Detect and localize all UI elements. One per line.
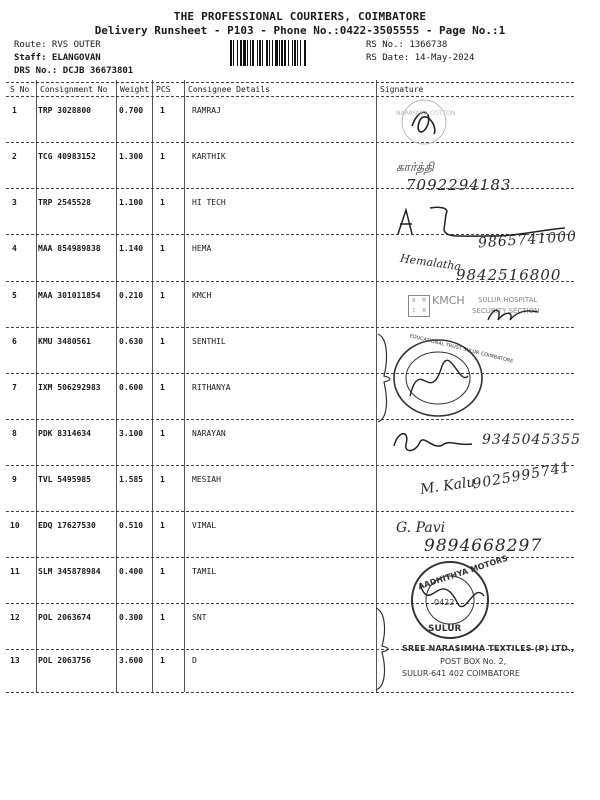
route-label: Route: RVS OUTER (14, 40, 101, 50)
row-consignment-no: TCG 40983152 (38, 152, 96, 161)
row-pcs: 1 (160, 521, 165, 530)
row-weight: 0.300 (119, 613, 144, 622)
row-sno: 6 (12, 337, 17, 346)
aadhithya-stamp-mid: 0422 (434, 598, 455, 607)
col-consignee: Consignee Details (188, 85, 270, 94)
row4-signature-name: Hemalatha (399, 251, 462, 274)
row10-signature-name: G. Pavi (396, 520, 446, 536)
barcode (230, 40, 358, 66)
column-divider (184, 80, 185, 692)
row-consignment-no: KMU 3480561 (38, 337, 91, 346)
col-consignment: Consignment No (40, 85, 108, 94)
row-divider (6, 373, 574, 374)
row-weight: 0.600 (119, 383, 144, 392)
row-weight: 1.100 (119, 198, 144, 207)
row-consignment-no: EDQ 17627530 (38, 521, 96, 530)
row-consignment-no: MAA 301011854 (38, 291, 101, 300)
row-sno: 9 (12, 475, 17, 484)
row-divider (6, 465, 574, 466)
aadhithya-stamp-top: AADHITHYA MOTORS (416, 553, 509, 592)
staff-label: Staff: ELANGOVAN (14, 53, 101, 63)
row-weight: 0.210 (119, 291, 144, 300)
row-divider (6, 511, 574, 512)
row-consignee: NARAYAN (192, 429, 226, 438)
row8-signature-phone: 9345045355 (482, 432, 582, 448)
row-consignee: MESIAH (192, 475, 221, 484)
row-pcs: 1 (160, 198, 165, 207)
row-consignee: SENTHIL (192, 337, 226, 346)
row4-signature-phone1: 9865741000 (477, 228, 578, 252)
row-weight: 1.585 (119, 475, 144, 484)
row-sno: 4 (12, 244, 17, 253)
row9-signature-phone: 9025995741 (471, 459, 572, 493)
row-weight: 0.510 (119, 521, 144, 530)
row-pcs: 1 (160, 337, 165, 346)
drs-number: DRS No.: DCJB 36673801 (14, 66, 134, 76)
row8-signature (388, 424, 478, 458)
column-divider (116, 80, 117, 692)
kmch-stamp-line1: SULUR HOSPITAL (478, 296, 538, 304)
row-consignment-no: POL 2063674 (38, 613, 91, 622)
row-pcs: 1 (160, 383, 165, 392)
kmch-stamp-line2: SECURITY SECTION (472, 307, 540, 315)
row-consignee: VIMAL (192, 521, 217, 530)
row9-signature-name: M. Kalu (419, 474, 477, 498)
row-consignment-no: PDK 8314634 (38, 429, 91, 438)
row-weight: 3.100 (119, 429, 144, 438)
rs-date: RS Date: 14-May-2024 (366, 53, 475, 63)
runsheet-subtitle: Delivery Runsheet - P103 - Phone No.:0422-3505555 - Page No.:1 (94, 24, 506, 37)
row-consignment-no: TRP 3028800 (38, 106, 91, 115)
rs-number: RS No.: 1366738 (366, 40, 448, 50)
kmch-logo-box: K M C H (408, 295, 430, 317)
row-sno: 8 (12, 429, 17, 438)
row-divider (6, 96, 574, 97)
row4-signature-phone2: 9842516800 (456, 266, 562, 284)
row-consignee: KARTHIK (192, 152, 226, 161)
col-weight: Weight (120, 85, 149, 94)
row-divider (6, 419, 574, 420)
row-pcs: 1 (160, 244, 165, 253)
row1-stamp-signature (384, 96, 474, 146)
bracket-rows-12-13 (370, 604, 394, 694)
row-weight: 0.630 (119, 337, 144, 346)
narasimha-stamp-line1: SREE NARASIMHA TEXTILES (P) LTD., (402, 644, 575, 653)
row-consignee: RITHANYA (192, 383, 231, 392)
row-divider (6, 142, 574, 143)
column-divider (152, 80, 153, 692)
kmch-stamp-logo: KMCH (432, 294, 465, 307)
row-pcs: 1 (160, 429, 165, 438)
row-consignee: HI TECH (192, 198, 226, 207)
row-weight: 0.700 (119, 106, 144, 115)
narasimha-stamp-line2: POST BOX No. 2, (440, 657, 507, 666)
col-sno: S No (10, 85, 30, 94)
row-consignment-no: TRP 2545528 (38, 198, 91, 207)
row-sno: 13 (10, 656, 20, 665)
col-signature: Signature (380, 85, 424, 94)
row-consignment-no: TVL 5495985 (38, 475, 91, 484)
row-pcs: 1 (160, 106, 165, 115)
row-consignee: TAMIL (192, 567, 217, 576)
row-sno: 5 (12, 291, 17, 300)
row-divider (6, 82, 574, 83)
row-consignment-no: IXM 506292983 (38, 383, 101, 392)
row-pcs: 1 (160, 291, 165, 300)
row-divider (6, 692, 574, 693)
row5-signature (484, 302, 544, 328)
row-consignee: KMCH (192, 291, 212, 300)
aadhithya-stamp-bottom: SULUR (428, 624, 462, 634)
row-sno: 10 (10, 521, 20, 530)
row-consignee: SNT (192, 613, 207, 622)
row-pcs: 1 (160, 656, 165, 665)
column-divider (36, 80, 37, 692)
row-weight: 1.140 (119, 244, 144, 253)
col-pcs: PCS (156, 85, 171, 94)
row-pcs: 1 (160, 567, 165, 576)
row-consignee: HEMA (192, 244, 212, 253)
row2-signature-phone: 7092294183 (406, 176, 512, 194)
company-title: THE PROFESSIONAL COURIERS, COIMBATORE (173, 10, 427, 23)
row-pcs: 1 (160, 475, 165, 484)
row-sno: 1 (12, 106, 17, 115)
row6-stamp-text: EDUCATIONAL TRUST SULUR COIMBATORE (408, 333, 514, 365)
row-consignment-no: MAA 854989838 (38, 244, 101, 253)
row-consignment-no: POL 2063756 (38, 656, 91, 665)
row-pcs: 1 (160, 152, 165, 161)
row-consignee: RAMRAJ (192, 106, 221, 115)
row-sno: 2 (12, 152, 17, 161)
row-sno: 11 (10, 567, 20, 576)
row-consignee: D (192, 656, 197, 665)
barcode-bar (306, 40, 307, 66)
narasimha-stamp-line3: SULUR-641 402 COIMBATORE (402, 669, 520, 678)
row10-signature-phone: 9894668297 (424, 536, 543, 556)
row-weight: 1.300 (119, 152, 144, 161)
row-sno: 12 (10, 613, 20, 622)
row-consignment-no: SLM 345878984 (38, 567, 101, 576)
row-pcs: 1 (160, 613, 165, 622)
row-weight: 0.400 (119, 567, 144, 576)
row-sno: 7 (12, 383, 17, 392)
row-weight: 3.600 (119, 656, 144, 665)
row-sno: 3 (12, 198, 17, 207)
row1-stamp-text: NARAYANA COTTON (396, 110, 456, 117)
row2-signature-name: கார்த்தி (396, 160, 434, 174)
